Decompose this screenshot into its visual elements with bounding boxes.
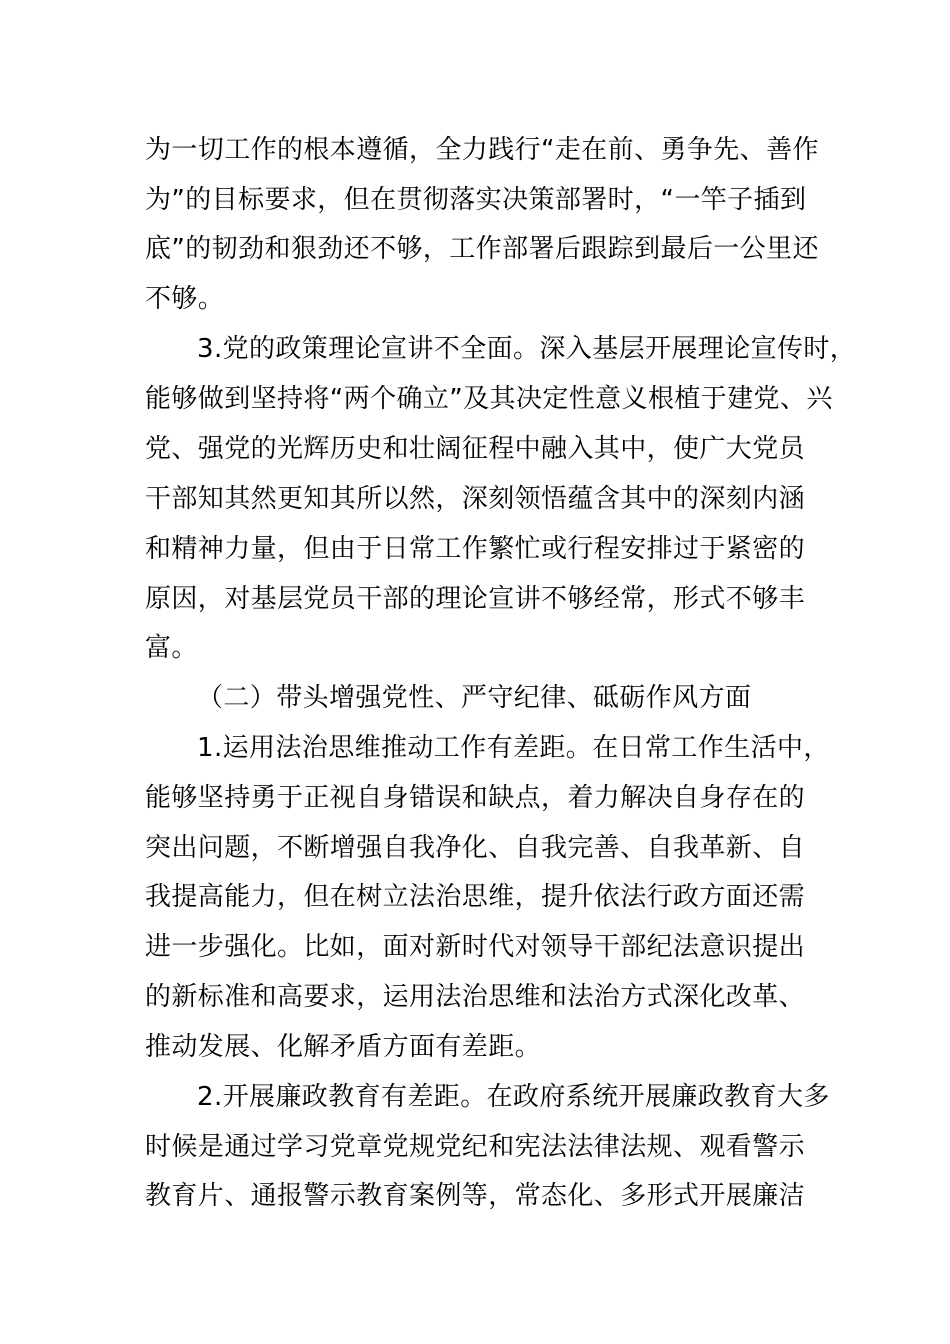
text-line-22: 教育片、通报警示教育案例等，常态化、多形式开展廉洁 <box>145 1181 806 1211</box>
paragraph-3-start: 3.党的政策理论宣讲不全面。深入基层开展理论宣传时， <box>197 334 857 364</box>
section-heading: （二）带头增强党性、严守纪律、砥砺作风方面 <box>197 683 752 713</box>
text-line-18: 的新标准和高要求，运用法治思维和法治方式深化改革、 <box>145 982 806 1012</box>
text-line-3: 底”的韧劲和狠劲还不够，工作部署后跟踪到最后一公里还 <box>145 234 819 264</box>
text-line-9: 和精神力量，但由于日常工作繁忙或行程安排过于紧密的 <box>145 534 806 564</box>
paragraph-2-start: 2.开展廉政教育有差距。在政府系统开展廉政教育大多 <box>197 1082 830 1112</box>
text-line-11: 富。 <box>145 633 198 663</box>
text-line-7: 党、强党的光辉历史和壮阔征程中融入其中，使广大党员 <box>145 434 806 464</box>
text-line-19: 推动发展、化解矛盾方面有差距。 <box>145 1032 542 1062</box>
text-line-10: 原因，对基层党员干部的理论宣讲不够经常，形式不够丰 <box>145 584 806 614</box>
text-line-4: 不够。 <box>145 284 225 314</box>
text-line-6: 能够做到坚持将“两个确立”及其决定性意义根植于建党、兴 <box>145 384 833 414</box>
text-line-17: 进一步强化。比如，面对新时代对领导干部纪法意识提出 <box>145 932 806 962</box>
text-line-1: 为一切工作的根本遵循，全力践行“走在前、勇争先、善作 <box>145 135 819 165</box>
text-line-16: 我提高能力，但在树立法治思维，提升依法行政方面还需 <box>145 882 806 912</box>
text-line-2: 为”的目标要求，但在贯彻落实决策部署时，“一竿子插到 <box>145 185 807 215</box>
text-line-8: 干部知其然更知其所以然，深刻领悟蕴含其中的深刻内涵 <box>145 484 806 514</box>
text-line-15: 突出问题，不断增强自我净化、自我完善、自我革新、自 <box>145 833 806 863</box>
text-line-14: 能够坚持勇于正视自身错误和缺点，着力解决自身存在的 <box>145 783 806 813</box>
paragraph-1-start: 1.运用法治思维推动工作有差距。在日常工作生活中， <box>197 733 830 763</box>
text-line-21: 时候是通过学习党章党规党纪和宪法法律法规、观看警示 <box>145 1132 806 1162</box>
